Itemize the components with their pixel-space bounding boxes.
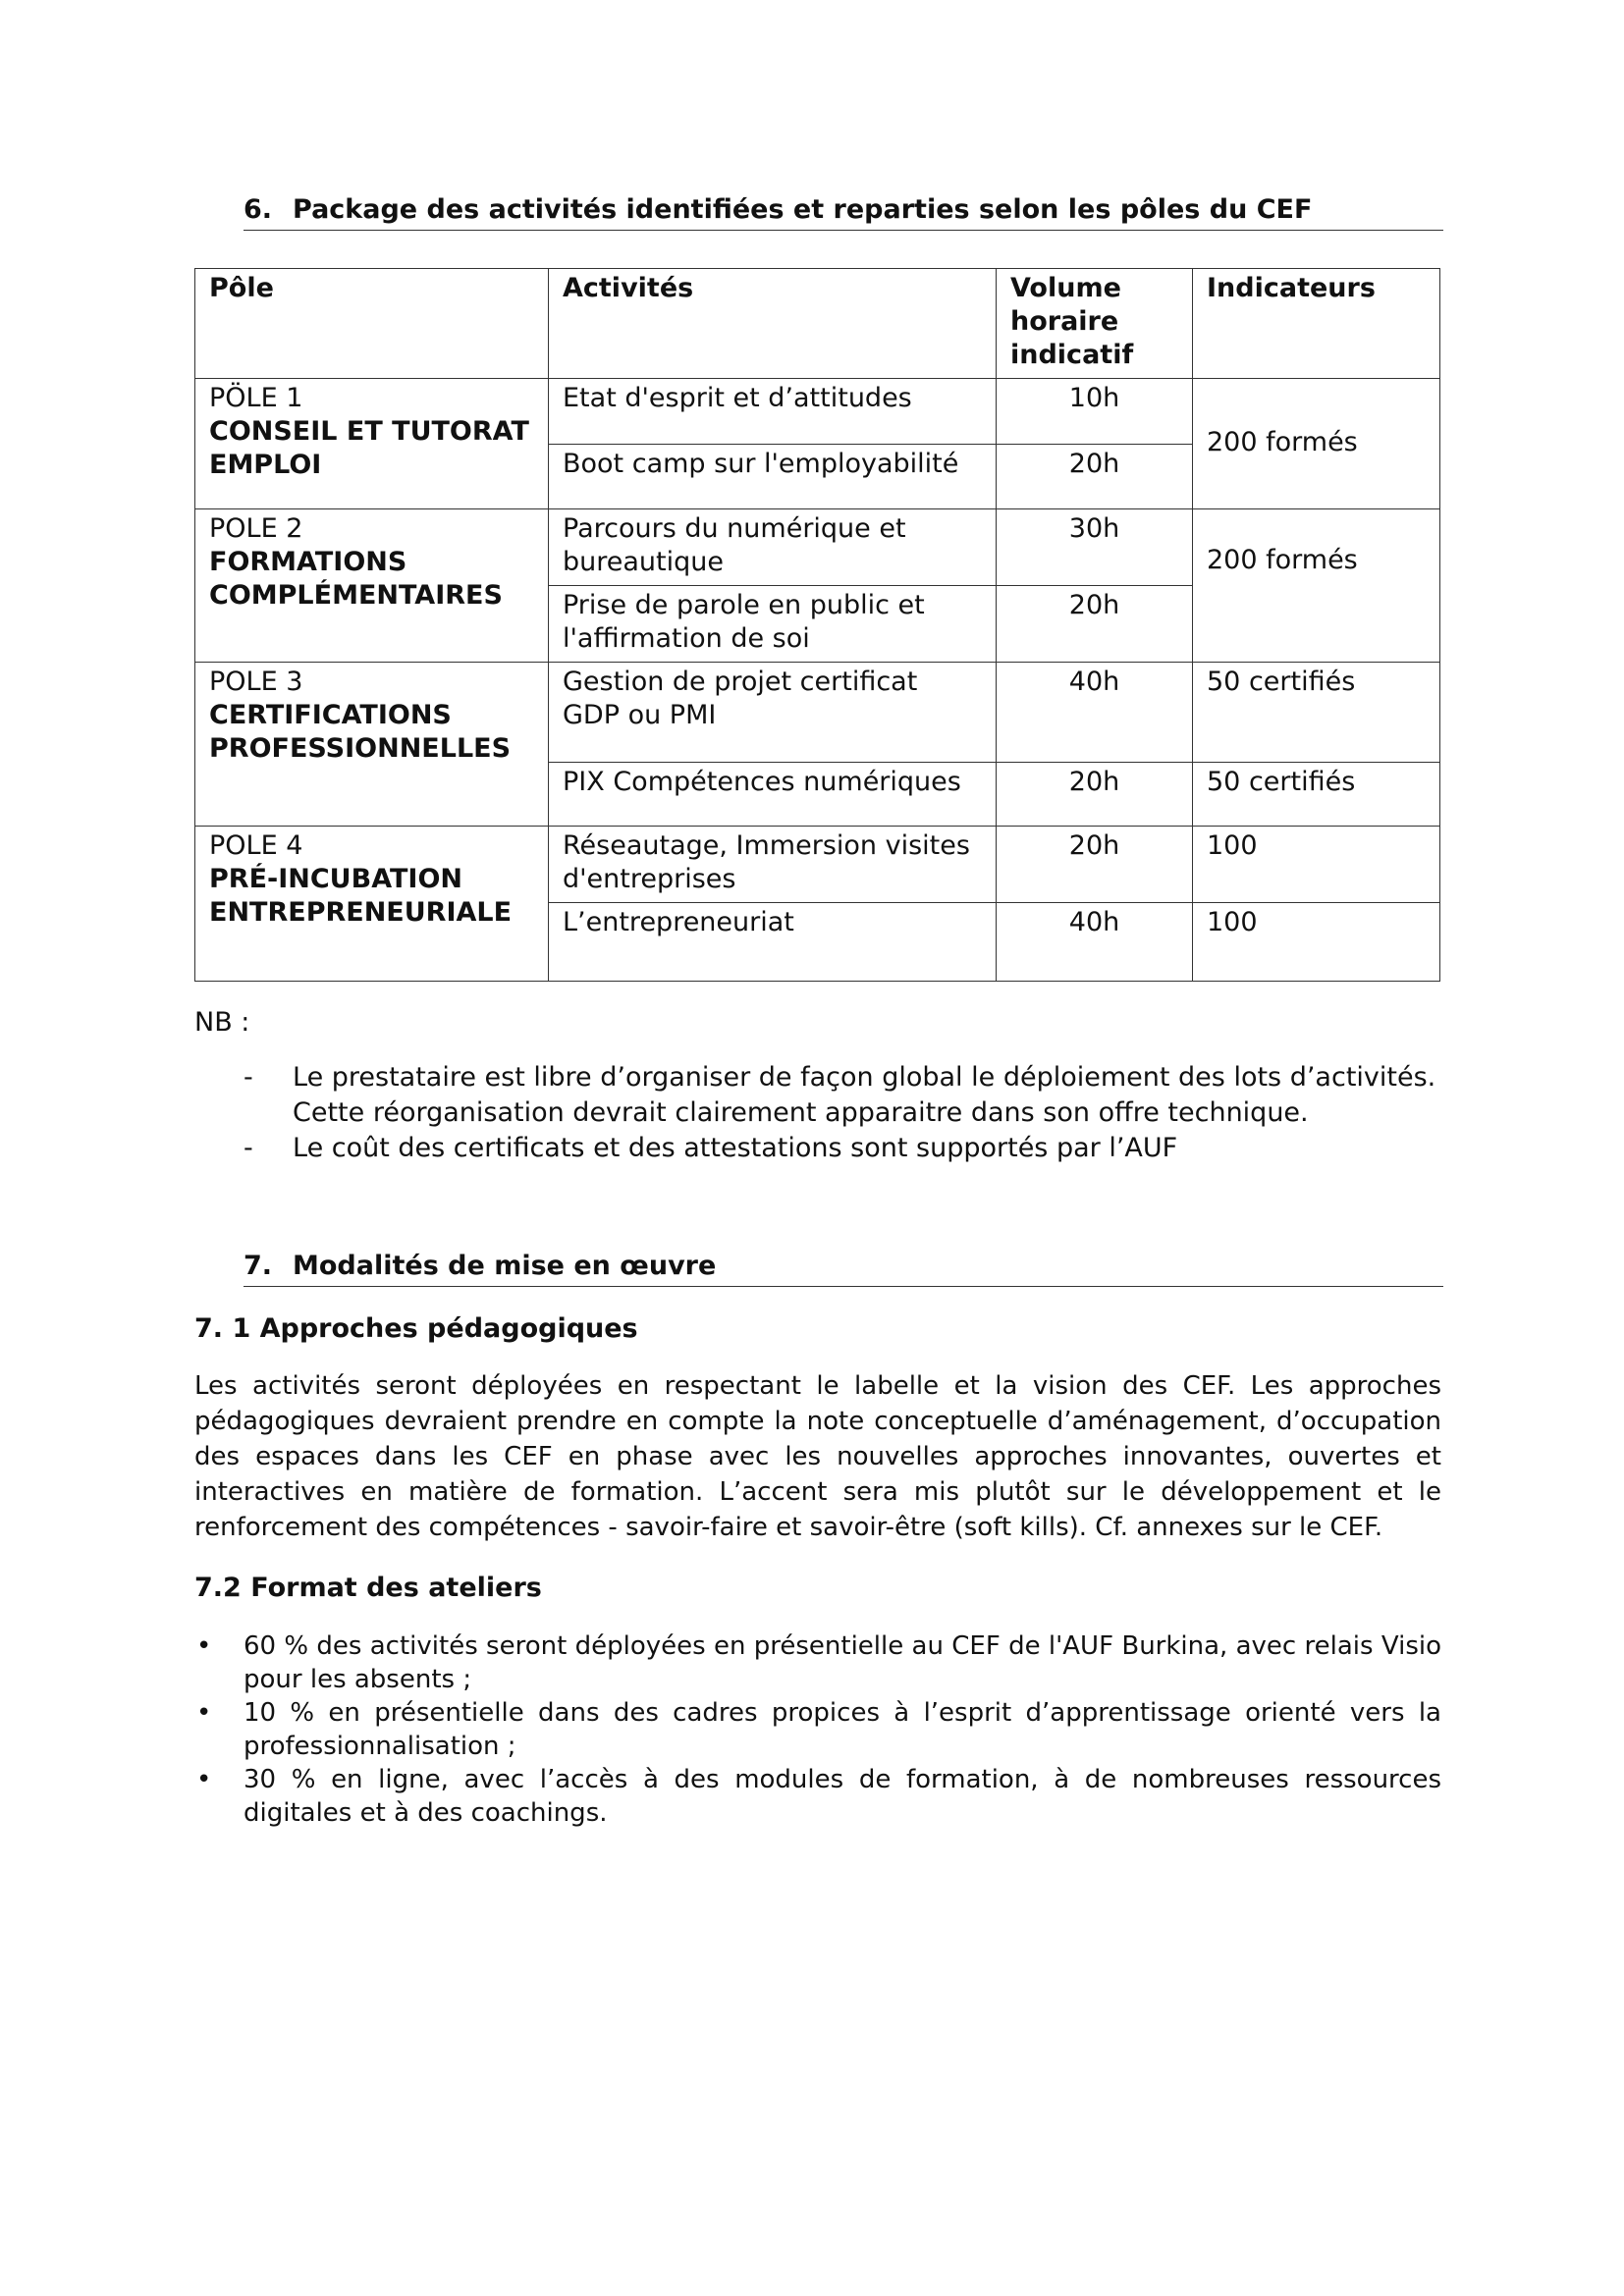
activity-cell: Etat d'esprit et d’attitudes <box>549 379 997 445</box>
table-row <box>195 509 1440 586</box>
subsection-7-2-title: 7.2 Format des ateliers <box>194 1573 542 1603</box>
pole-2-cell <box>195 509 549 663</box>
section-7-heading <box>244 1249 1443 1287</box>
section-6-title: Package des activités identifiées et reparties selon les pôles du CEF <box>293 194 1313 225</box>
activity-cell: Parcours du numérique et bureautique <box>549 509 997 586</box>
section-7-title: Modalités de mise en œuvre <box>293 1251 717 1281</box>
list-item <box>194 1763 1441 1830</box>
pole-1-cell <box>195 379 549 509</box>
indicator-cell: 100 <box>1193 903 1440 982</box>
header-activites: Activités <box>549 269 997 379</box>
volume-cell: 20h <box>997 827 1193 903</box>
pole-2-name: FORMATIONS COMPLÉMENTAIRES <box>209 547 503 611</box>
activity-cell: PIX Compétences numériques <box>549 763 997 827</box>
indicator-cell: 200 formés <box>1193 509 1440 663</box>
section-6-heading <box>244 192 1443 231</box>
bullet-marker: • <box>196 1698 212 1728</box>
pole-2-label: POLE 2 <box>209 513 303 544</box>
table-row <box>195 827 1440 903</box>
table-row <box>195 663 1440 763</box>
activity-cell: Réseautage, Immersion visites d'entreprises <box>549 827 997 903</box>
volume-cell: 40h <box>997 663 1193 763</box>
volume-cell: 10h <box>997 379 1193 445</box>
format-list <box>194 1629 1441 1830</box>
nb-item-1: Le prestataire est libre d’organiser de façon global le déploiement des lots d’activités. Cette réorganisation devrait clairement apparaitre dans son offre technique. <box>293 1062 1436 1128</box>
volume-cell: 40h <box>997 903 1193 982</box>
section-6-number: 6. <box>244 194 273 225</box>
subsection-7-1-title: 7. 1 Approches pédagogiques <box>194 1313 638 1344</box>
volume-cell: 30h <box>997 509 1193 586</box>
indicator-cell: 200 formés <box>1193 379 1440 509</box>
volume-cell: 20h <box>997 586 1193 663</box>
activities-table <box>194 268 1440 982</box>
header-volume: Volume horaire indicatif <box>997 269 1193 379</box>
format-item-2: 10 % en présentielle dans des cadres propices à l’esprit d’apprentissage orienté vers la professionnalisation ; <box>244 1698 1441 1761</box>
list-item <box>244 1060 1441 1131</box>
pole-3-cell <box>195 663 549 827</box>
indicator-cell: 100 <box>1193 827 1440 903</box>
bullet-marker: • <box>196 1765 212 1794</box>
pole-3-label: POLE 3 <box>209 667 303 697</box>
section-7-number: 7. <box>244 1251 273 1281</box>
pole-4-name: PRÉ-INCUBATION ENTREPRENEURIALE <box>209 864 513 928</box>
format-item-1: 60 % des activités seront déployées en présentielle au CEF de l'AUF Burkina, avec relais Visio pour les absents ; <box>244 1631 1441 1694</box>
activity-cell: L’entrepreneuriat <box>549 903 997 982</box>
nb-item-2: Le coût des certificats et des attestations sont supportés par l’AUF <box>293 1133 1178 1163</box>
header-pole: Pôle <box>195 269 549 379</box>
pole-1-label: PÖLE 1 <box>209 383 303 413</box>
nb-list <box>244 1060 1441 1166</box>
dash-marker: - <box>244 1133 253 1163</box>
table-header-row <box>195 269 1440 379</box>
activity-cell: Gestion de projet certificat GDP ou PMI <box>549 663 997 763</box>
activity-cell: Prise de parole en public et l'affirmation de soi <box>549 586 997 663</box>
format-item-3: 30 % en ligne, avec l’accès à des modules de formation, à de nombreuses ressources digitales et à des coachings. <box>244 1765 1441 1828</box>
list-item <box>194 1629 1441 1696</box>
dash-marker: - <box>244 1062 253 1093</box>
volume-cell: 20h <box>997 763 1193 827</box>
list-item <box>244 1131 1441 1166</box>
list-item <box>194 1696 1441 1763</box>
header-indicateurs: Indicateurs <box>1193 269 1440 379</box>
indicator-cell: 50 certifiés <box>1193 763 1440 827</box>
pole-4-label: POLE 4 <box>209 830 303 861</box>
volume-cell: 20h <box>997 445 1193 509</box>
pole-1-name: CONSEIL ET TUTORAT EMPLOI <box>209 416 529 480</box>
table-row <box>195 379 1440 445</box>
activity-cell: Boot camp sur l'employabilité <box>549 445 997 509</box>
bullet-marker: • <box>196 1631 212 1661</box>
nb-label: NB : <box>194 1007 250 1038</box>
pole-4-cell <box>195 827 549 982</box>
subsection-7-1-paragraph: Les activités seront déployées en respectant le labelle et la vision des CEF. Les approches pédagogiques devraient prendre en compte la note conceptuelle d’aménagement, d’occupation des espaces dans les CEF en phase avec les nouvelles approches innovantes, ouvertes et interactives en matière de formation. L’accent sera mis plutôt sur le développement et le renforcement des compétences - savoir-faire et savoir-être (soft kills). Cf. annexes sur le CEF. <box>194 1371 1441 1542</box>
indicator-cell: 50 certifiés <box>1193 663 1440 763</box>
pole-3-name: CERTIFICATIONS PROFESSIONNELLES <box>209 700 512 764</box>
